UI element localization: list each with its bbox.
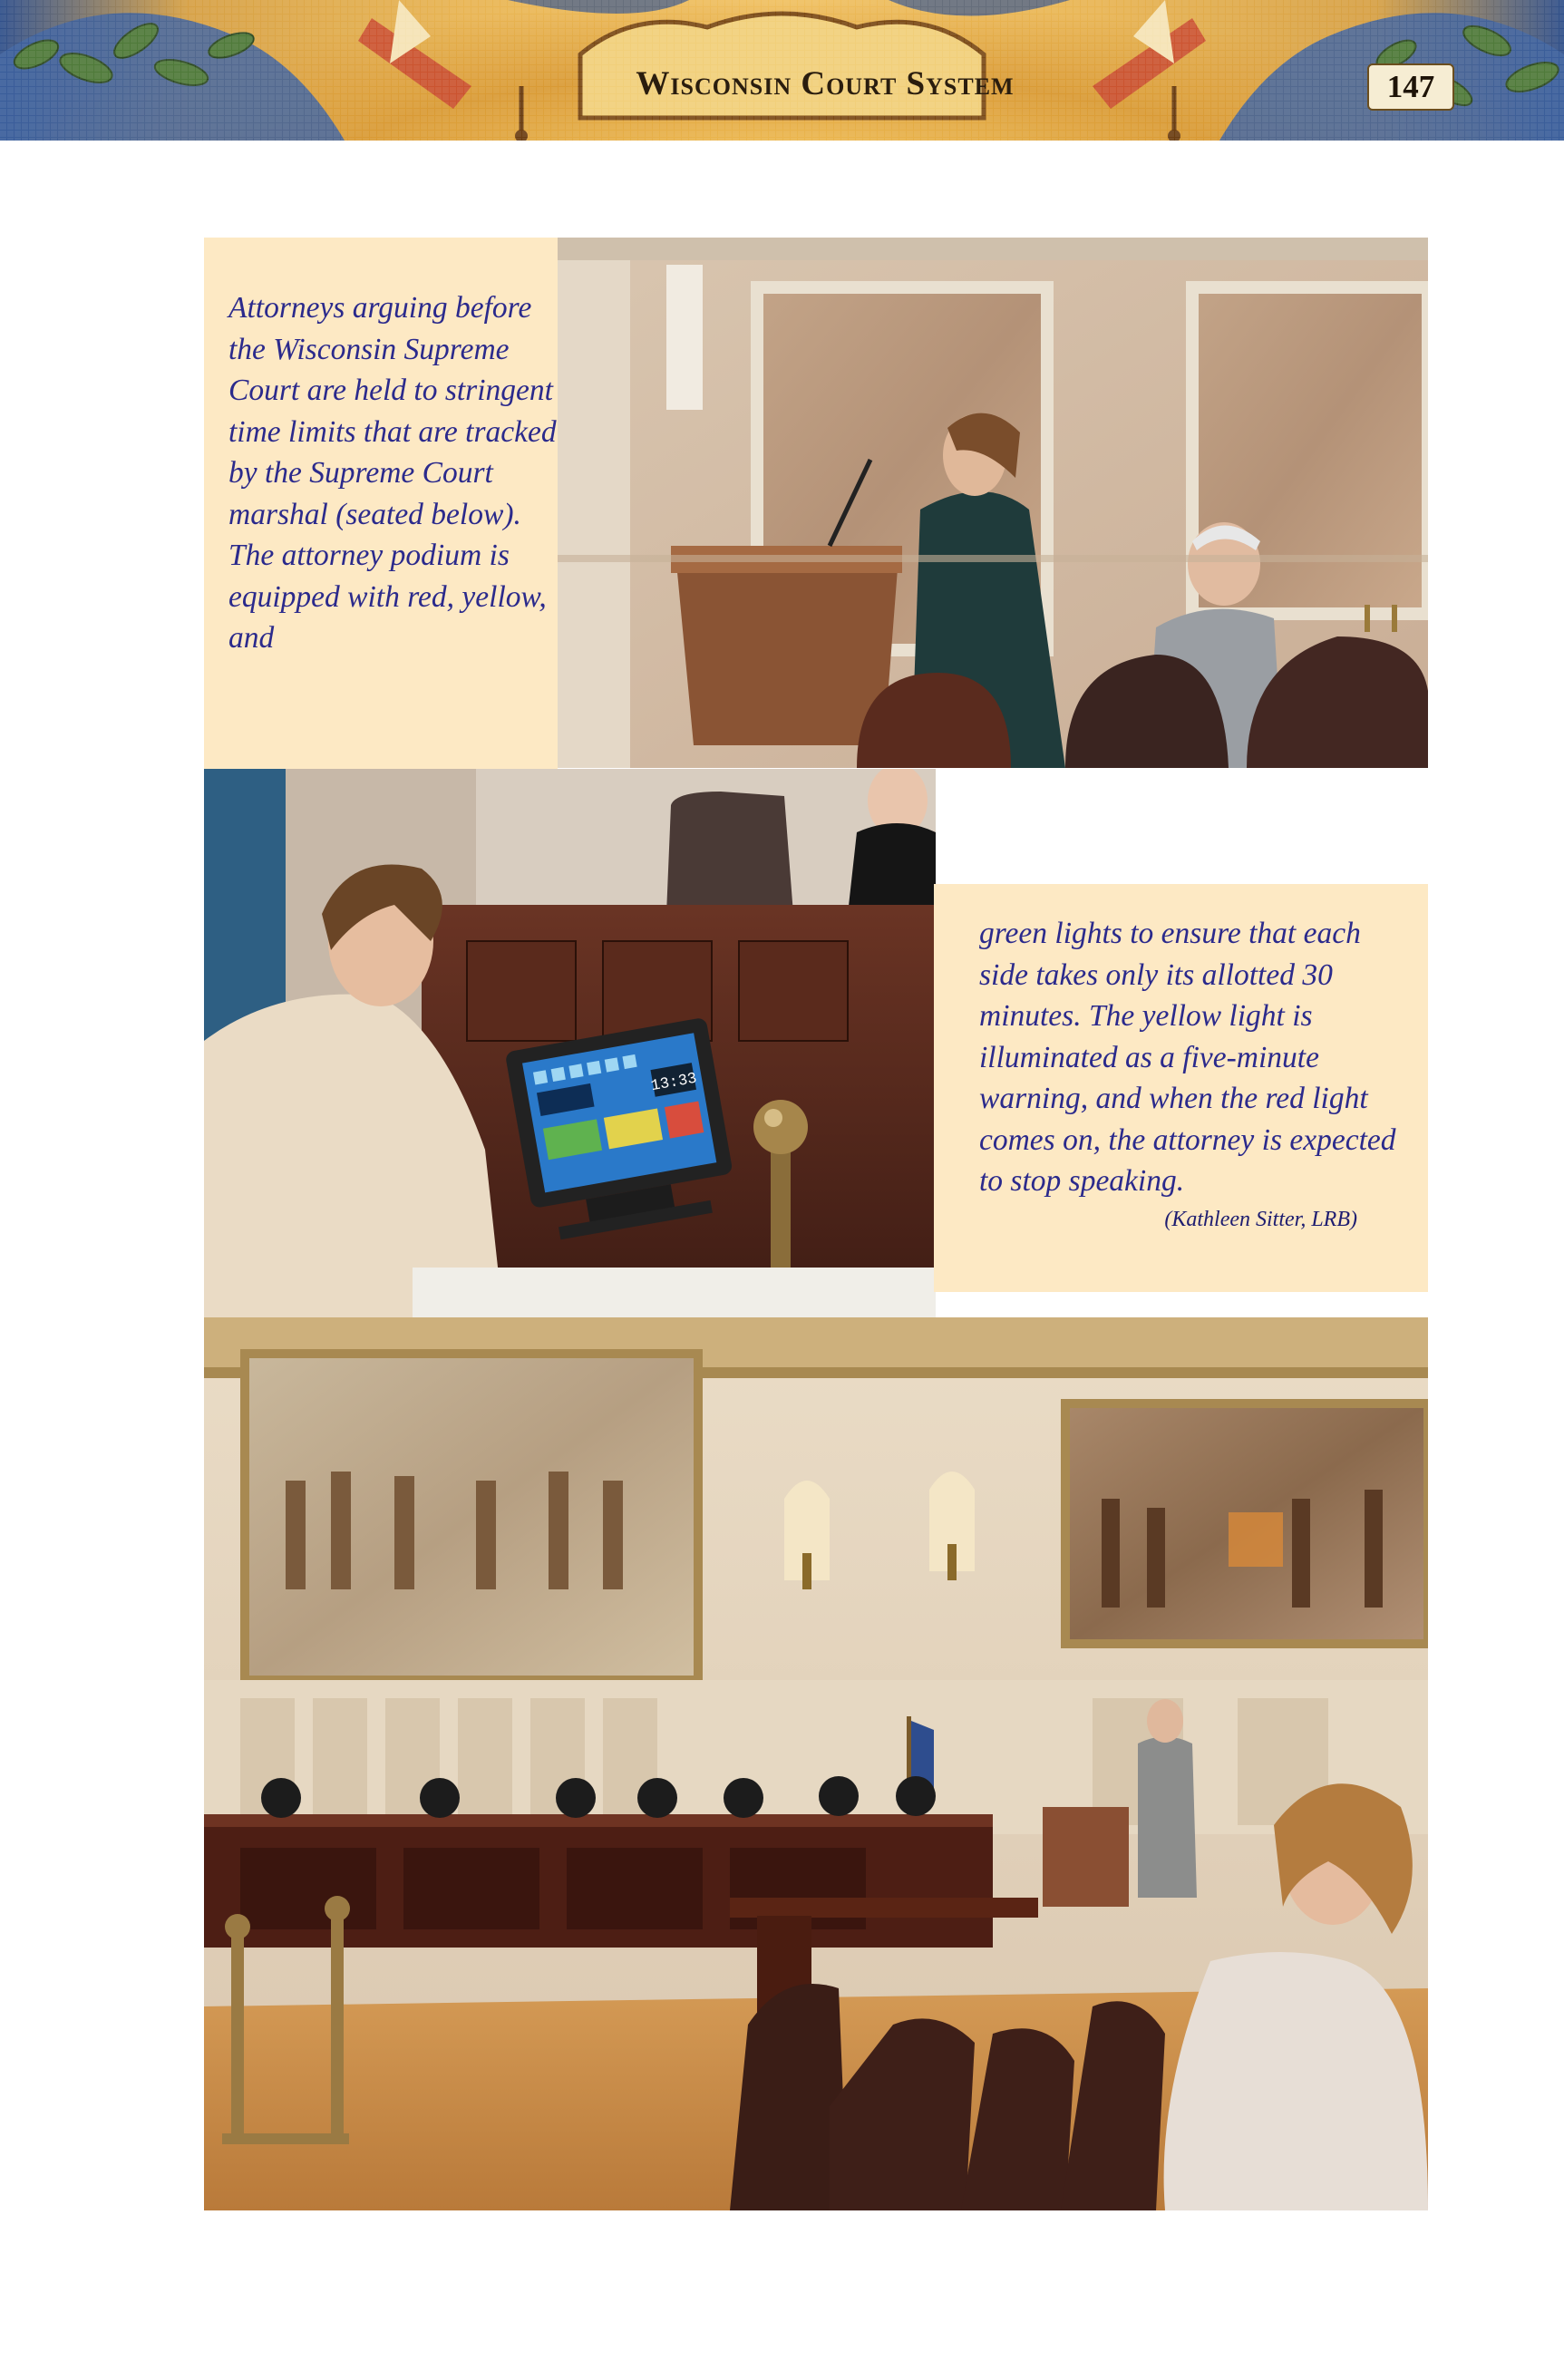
- photo-attorney-at-podium: [558, 238, 1428, 768]
- monitor-timer-readout: 13:33: [649, 1070, 699, 1096]
- photo-credit: (Kathleen Sitter, LRB): [1164, 1207, 1357, 1231]
- banner-title: Wisconsin Court System: [636, 65, 1015, 102]
- caption-bottom-text: green lights to ensure that each side takes only its allotted 30 minutes. The yellow light is illuminated as a five-minute warning, and when the red light comes on, the attorney is expected to stop speaking.: [979, 917, 1396, 1198]
- caption-top: [204, 238, 558, 769]
- header-banner: [0, 0, 1564, 141]
- caption-top-text: Attorneys arguing before the Wisconsin Supreme Court are held to stringent time limits that are tracked by the Supreme Court marshal (seated below). The attorney podium is equipped with red, yellow, and: [228, 291, 557, 655]
- photo-marshal-timer: [204, 769, 936, 1317]
- caption-bottom: [934, 884, 1428, 1292]
- photo-courtroom: [204, 1317, 1428, 2210]
- page-number: 147: [1367, 63, 1454, 111]
